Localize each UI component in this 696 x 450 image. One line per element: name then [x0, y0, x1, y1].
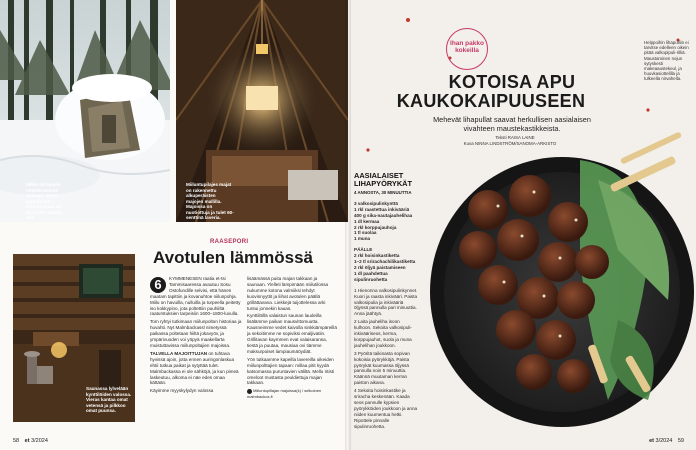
ingredient: 3 valkosipulinkynttä [354, 200, 398, 206]
col2-footer: Miiluntupillajan majoissa(k) / selkoinen malmbackos.fi [247, 388, 322, 399]
left-kicker: RAASEPORI [210, 239, 249, 245]
col2-paragraph-2: Kynttilöillä valaistun saunan laudeilla lisälämme paikan mausvittomuutta. Kausneimme vedet kaivolla sinkkiämpäreillä ja sekoitimme ne sopiviksi emaljivatiin. Grillitavan kaymmen evat valaisaransa, tiestä ja puutaa, mausiaa ovi tiämme maksurpoiset lampiaumäöydiät. [247, 313, 337, 354]
ingredient-list [354, 201, 418, 242]
left-issue: 3/2024 [31, 438, 48, 444]
caption-photo2: Miiluntupilajes majat on rakennettu alkuperäisten majojen mallilla. Majoissa on nuotiottuja ja tulet 60-senttinä laveria. [186, 182, 234, 220]
ingredient: 400 g sika-nautajauhelihaa [354, 212, 413, 218]
left-column-1 [150, 276, 242, 428]
left-brand: et [24, 438, 30, 444]
sauce-ingredient: 1–2 tl srirachachilikastiketta [354, 259, 416, 265]
col2-paragraph-1: lisäämässä puita majan takkaan ja saunaan. Ylelleti lämpimään miilutilossa nukumme kotona valmiiksi tehdyt kuovinnyyttit ja liihat avotulen päällä grillättavana. Liekkejä tuijottelessa arki tuntui jonnekin kauas. [247, 276, 329, 311]
right-brand: et [649, 438, 654, 444]
col1-paragraph-1: KYMMENESEN raatia et-tsi Tammisaaressa avautuu Sosu Ostofundille selvisi, että hänen maatam tapittiin ja kovanuhtoe niilunpohja. Miilu on havuilla, nulluilla ja turpeella peitetty iso kokkypino, jota poltettiin puuhiiltä raaturstuksien tarpeisiin 1600–1800-luvulla. [150, 276, 241, 317]
step: 3 Pyöritä taikinasta sopivan kokoisia pyörykköjä. Paista pyörykät kuumassa öljyssä pannulla noin 5 minuuttia. Käännä muutaman kerran paiston aikana. [354, 350, 410, 386]
credit-photo: Kuva NINNA LINDSTRÖM/SANOMA-ARKISTO [463, 141, 557, 146]
right-issue: 3/2024 [655, 438, 673, 444]
right-page-number: 59 [677, 438, 684, 444]
left-page-number: 58 [13, 438, 20, 444]
ingredient: 2 rkl korppujauhoja [354, 224, 397, 230]
left-page-number-block [13, 438, 48, 444]
step: 1 Hienonna valkosipulinkynnet. Kuori ja raasta inkivääri. Paista valkosipulia ja inkivääriä öljyssä pannulla pari minuuttia. Anna jäähtyä. [354, 287, 418, 317]
ingredient: 1 dl kermaa [354, 218, 380, 224]
ingredient: 1 tl suolaa [354, 230, 377, 236]
ingredient: 1 rkl raastettua inkivääriä [354, 206, 410, 212]
credit-text: Teksti RAISA LAINE [495, 135, 535, 140]
left-headline: Avotulen lämmössä [153, 248, 313, 267]
photo-caption-right: Helppoihin lihapulliin ei tarvitse edelleen oikein pitää valkopipuli-rilliä. Maustaminen nojun sytyskesti makeaaustekeul, ja huuvkasiottelilla ja tulkeella nirvahella. [644, 40, 689, 82]
col1-paragraph-2: Tom ryhtyi tutkimaan miilunpolton historiaa ja huvahti. Nyt Malmbackassl nimetyssä paikassa poltetaan hiiltä jokavyöv, ja ympärivuoden voi yöpyä maakellarta muistuttavissa miilunpoltajien majoissa. [150, 319, 242, 348]
recipe-column [354, 172, 418, 430]
sauce-list [354, 253, 418, 283]
caption-photo1: Miilut oli tapana nimetä naisten mukaan. Myös kaloteltuun miiluntupaan on kuusi eri nimetty niin. [26, 182, 63, 220]
sauce-ingredient: 2 rkl öljyä paistamiseen [354, 264, 406, 270]
ingredient: 1 muna [354, 236, 371, 242]
sauce-ingredient: 1 dl paahdettua sipulinruohetta [354, 270, 388, 282]
step: 2 Laita jauheliha isoon kulhoon. Sekoita valkosipuli-inkivääriseos, kerma, korppujauhot, suola ja muna jauhelihan joukkoon. [354, 319, 412, 348]
sauce-title: PÄÄLLE [354, 247, 373, 253]
right-subhead: Mehevät lihapullat saavat herkullisen aasialaisen vivahteen maustekastikkeista. [433, 115, 591, 133]
page-gutter [345, 0, 351, 450]
sauce-ingredient: 2 rkl hoisinkastiketta [354, 253, 400, 259]
col1-subhead: TALVELLA MAJOITTUJAN [150, 350, 208, 356]
col1-tail: on tuhtava hyvissä ajoin, jotta ennen auringonlaskua ehtii tutkua paikat ja sytyttää tulet. Malmbackassa ei ole sähköjä, ja kun pimeä laskeutuu, alkoma ei näe edes omaa kättään. [150, 350, 239, 386]
left-column-2 [247, 276, 337, 426]
recipe-title: AASIALAISET LIHAPYÖRYKÄT [354, 172, 413, 188]
right-page [348, 0, 696, 450]
right-headline-line1: KOTOISA APU [448, 72, 576, 92]
badge-text: Ihan pakko kokeilla [450, 40, 484, 54]
col2-paragraph-3: Yön tutkaamme kapeilla lavereilla oikeiden miilunpolttajien tapaan: millaa pitit kyydä katsomassa puruntavien väliltä. Mellu ritisti omeloot mustasta peuldiettuja majan takkaan. [247, 356, 335, 386]
caption-photo3: Saunassa lylvelään kynttilöiden valossa. Vieras kantaa omat vetensä ja pilkkoo omat puunsa. [86, 386, 132, 413]
step: 4 Sekoita hoisinkastike ja sriracha keskenään. Kaada seos pannulle kypsien pyörykköiden joukkoon ja anna niiden kuumentua hetki. Ripottele pinnalle sipulinruohetta. [354, 388, 418, 429]
right-page-number-block [649, 438, 684, 444]
dropcap: 6 [150, 277, 166, 293]
col1-last: Käyimme myyskylydyn valossa [150, 388, 214, 394]
steps-list [354, 288, 418, 430]
recipe-meta: 4 ANNOSTA, 30 MINUUTTIA [354, 190, 412, 195]
right-headline-line2: KAUKOKAIPUUSEEN [396, 91, 586, 111]
